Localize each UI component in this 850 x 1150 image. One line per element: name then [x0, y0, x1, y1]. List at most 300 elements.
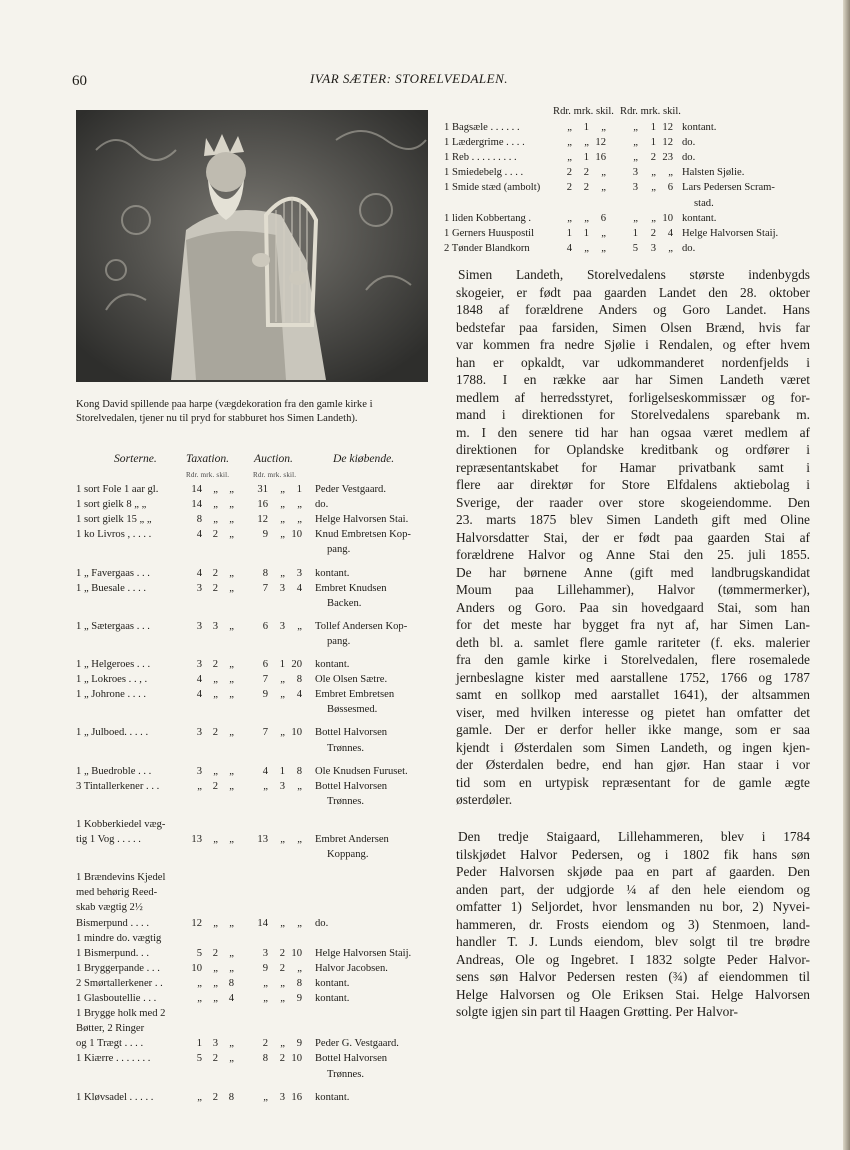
auction-value: „ [633, 122, 638, 133]
paragraph-simen-landeth [456, 266, 810, 809]
buyer-name: Embret Knudsen [315, 582, 387, 594]
auction-value: 3 [632, 167, 638, 179]
buyer-name: kontant. [315, 567, 350, 579]
auction-value: 5 [632, 242, 638, 254]
taxation-value: 3 [212, 620, 218, 632]
auction-value: 2 [650, 227, 656, 239]
buyer-name: do. [315, 499, 329, 511]
text-line: handler T. J. Lunds eiendom, blev solgt til tre brødre [456, 934, 810, 949]
auction-value: 16 [257, 499, 268, 511]
table-item: 1 ko Livros , . . . . [76, 529, 152, 541]
taxation-value: „ [601, 182, 606, 194]
taxation-value: 6 [600, 212, 606, 224]
right-units-auction: Rdr. mrk. skil. [620, 106, 681, 117]
taxation-value: 2 [583, 182, 589, 194]
auction-value: 9 [296, 993, 302, 1004]
text-line: hammeren, dr. Frosts eiendom og 3) Stenmoen, land- [456, 916, 810, 932]
buyer-name: Trønnes. [327, 1068, 364, 1080]
buyer-name: stad. [694, 197, 714, 209]
taxation-value: 1 [583, 152, 589, 164]
auction-value: 3 [632, 182, 638, 194]
taxation-value: „ [229, 514, 234, 526]
table-item: 1 „ Lokroes . . , . [76, 674, 148, 686]
auction-value: 2 [262, 1038, 268, 1050]
table-item: 1 Reb . . . . . . . . . [444, 152, 517, 164]
taxation-value: 1 [196, 1038, 202, 1050]
table-item: 1 „ Favergaas . . . [76, 567, 150, 579]
auction-value: 12 [662, 122, 673, 133]
taxation-value: 3 [196, 765, 202, 777]
auction-value: 10 [291, 529, 302, 541]
auction-value: 23 [662, 152, 673, 164]
taxation-value: „ [584, 212, 589, 224]
buyer-name: Embret Andersen [315, 834, 389, 845]
taxation-value: „ [567, 152, 572, 164]
table-item: 1 Brændevins Kjedel [76, 872, 166, 884]
header-taxation: Taxation. [186, 452, 230, 465]
taxation-value: 1 [583, 227, 589, 239]
text-line: for det meste har bygget fra nyt af, har Simen Lan- [456, 617, 810, 632]
text-line: Halvorsdatter Stai, der er født paa gaarden Stai af [456, 529, 810, 545]
taxation-value: „ [229, 582, 234, 594]
buyer-name: Halvor Jacobsen. [315, 962, 388, 974]
text-line: medlem af herredsstyret, forligelseskommissær og for- [456, 389, 810, 405]
taxation-value: 12 [595, 137, 606, 149]
auction-value: 6 [667, 182, 673, 194]
auction-value: „ [280, 674, 285, 686]
taxation-value: „ [229, 727, 234, 739]
auction-value: 2 [279, 947, 285, 959]
auction-value: „ [651, 182, 656, 194]
buyer-name: Lars Pedersen Scram- [682, 182, 775, 194]
buyer-name: pang. [327, 635, 351, 647]
auction-value: „ [280, 689, 285, 701]
taxation-value: 2 [212, 947, 218, 959]
auction-value: „ [263, 1091, 268, 1103]
taxation-value: 13 [191, 834, 202, 845]
taxation-value: „ [229, 499, 234, 511]
taxation-value: 5 [196, 1053, 202, 1065]
table-item: 2 Smørtallerkener . . [76, 977, 163, 989]
table-item: 1 liden Kobbertang . [444, 212, 532, 224]
buyer-name: do. [682, 137, 696, 149]
text-line: 1788. I en række aar har Simen Landeth været [456, 372, 810, 387]
auction-value: 2 [650, 152, 656, 164]
auction-value: 8 [296, 674, 302, 686]
buyer-name: do. [682, 152, 696, 164]
taxation-value: „ [229, 567, 234, 579]
text-line: Simen Landeth, Storelvedalens største indenbygds [458, 267, 810, 282]
taxation-value: „ [213, 917, 218, 929]
buyer-name: kontant. [682, 122, 717, 133]
text-line: omfatter 1) Seljordet, hvor lensmanden nu bor, 2) Nyvei- [456, 899, 810, 914]
auction-value: „ [633, 137, 638, 149]
auction-value: 8 [262, 567, 268, 579]
taxation-value: „ [213, 689, 218, 701]
taxation-value: 2 [212, 567, 218, 579]
taxation-value: „ [584, 137, 589, 149]
auction-value: 20 [291, 659, 302, 670]
taxation-value: 2 [212, 727, 218, 739]
table-item: tig 1 Vog . . . . . [76, 834, 141, 845]
taxation-value: 8 [228, 1091, 234, 1103]
taxation-value: 2 [212, 659, 218, 670]
taxation-value: 10 [191, 962, 202, 974]
table-item: 2 Tønder Blandkorn [444, 242, 530, 254]
taxation-value: 2 [566, 182, 572, 194]
buyer-name: Ole Olsen Sætre. [315, 674, 388, 686]
auction-value: „ [280, 567, 285, 579]
buyer-name: Helge Halvorsen Staij. [682, 227, 779, 239]
text-line: Moum paa Lillehammer), Halvor (tømmermerker), [456, 582, 810, 597]
text-line: deth bl. a. samlet flere gamle rariteter (f. eks. malerier [456, 634, 810, 650]
auction-value: 1 [279, 765, 285, 777]
text-line: De har børnene Anne (gift med landbrugskandidat [456, 564, 810, 580]
taxation-value: „ [229, 674, 234, 686]
table-item: 1 mindre do. vægtig [76, 932, 162, 944]
auction-value: „ [263, 780, 268, 792]
taxation-value: 2 [212, 582, 218, 594]
auction-value: 6 [262, 659, 268, 670]
auction-value: „ [297, 499, 302, 511]
table-item: 1 „ Buesale . . . . [76, 582, 147, 594]
auction-value: „ [668, 167, 673, 179]
auction-value: 4 [262, 765, 268, 777]
auction-value: 1 [296, 484, 302, 495]
auction-value: 3 [262, 947, 268, 959]
taxation-value: „ [213, 514, 218, 526]
buyer-name: Trønnes. [327, 795, 364, 807]
table-item: Bøtter, 2 Ringer [76, 1023, 145, 1035]
auction-value: „ [651, 167, 656, 179]
table-item: 1 Kløvsadel . . . . . [76, 1091, 154, 1103]
auction-value: 7 [262, 674, 268, 686]
taxation-value: 3 [196, 620, 202, 632]
table-item: 1 „ Buedroble . . . [76, 765, 152, 777]
taxation-value: 5 [196, 947, 202, 959]
king-david-photo [76, 110, 428, 382]
taxation-value: „ [213, 765, 218, 777]
taxation-value: „ [601, 167, 606, 179]
table-item: 1 Lædergrime . . . . [444, 137, 525, 149]
buyer-name: Halsten Sjølie. [682, 167, 745, 179]
paragraph-staigaard [456, 828, 810, 1021]
table-item: 1 Kobberkiedel væg- [76, 818, 166, 830]
auction-value: 3 [279, 620, 285, 632]
taxation-value: „ [229, 962, 234, 974]
taxation-value: 12 [191, 917, 202, 929]
auction-value: 4 [667, 227, 673, 239]
taxation-value: „ [567, 137, 572, 149]
auction-value: 3 [279, 582, 285, 594]
taxation-value: „ [229, 1038, 234, 1050]
taxation-value: 2 [212, 780, 218, 792]
taxation-value: „ [213, 484, 218, 495]
table-item: Bismerpund . . . . [76, 917, 149, 929]
text-line: der Østerdalen bedre, end han gjør. Han staar i vor [456, 757, 810, 772]
text-line: solgte igjen sin part til Haagen Grøtting. Per Halvor- [456, 1004, 738, 1019]
taxation-value: „ [213, 962, 218, 974]
buyer-name: do. [682, 242, 696, 254]
units-auction: Rdr. mrk. skil. [253, 471, 297, 479]
auction-value: „ [280, 977, 285, 989]
text-line: m. I den senere tid har han ogsaa været medlem af [456, 424, 810, 440]
taxation-value: 2 [212, 1053, 218, 1065]
text-line: han er opkaldt, var udkommanderet nordenfjelds i [456, 354, 810, 370]
taxation-value: 8 [196, 514, 202, 526]
taxation-value: „ [229, 1053, 234, 1065]
text-line: skogeier, er født paa gaarden Landet den 28. oktober [456, 284, 810, 300]
auction-value: 3 [650, 242, 656, 254]
buyer-name: Knud Embretsen Kop- [315, 529, 411, 541]
table-item: og 1 Trægt . . . . [76, 1038, 144, 1050]
table-item: med behørig Reed- [76, 887, 158, 899]
taxation-value: „ [229, 834, 234, 845]
taxation-value: „ [213, 993, 218, 1004]
text-line: Sverige, der raader over store skogeiendomme. Den [456, 494, 810, 510]
table-item: 1 Smide stæd (ambolt) [444, 182, 541, 194]
buyer-name: Koppang. [327, 849, 369, 861]
text-line: gamle. Der er derfor heller ikke mange, som er saa [456, 722, 810, 737]
auction-value: 10 [291, 1053, 302, 1065]
buyer-name: Tollef Andersen Kop- [315, 620, 408, 632]
taxation-value: „ [213, 977, 218, 989]
auction-value: „ [263, 993, 268, 1004]
table-item: 1 „ Helgeroes . . . [76, 659, 151, 670]
auction-value: 1 [279, 659, 285, 670]
auction-value: „ [297, 514, 302, 526]
running-title: IVAR SÆTER: STORELVEDALEN. [310, 71, 509, 86]
taxation-value: „ [229, 659, 234, 670]
auction-value: „ [280, 499, 285, 511]
text-line: 23. marts 1875 blev Simen Landeth gift med Oline [456, 512, 810, 527]
auction-value: „ [280, 514, 285, 526]
taxation-value: „ [197, 977, 202, 989]
auction-value: 8 [296, 977, 302, 989]
auction-value: „ [651, 212, 656, 224]
taxation-value: 4 [196, 529, 202, 541]
buyer-name: kontant. [315, 1091, 350, 1103]
auction-value: 3 [296, 567, 302, 579]
taxation-value: 4 [196, 567, 202, 579]
taxation-value: „ [229, 780, 234, 792]
auction-value: 1 [650, 122, 656, 133]
taxation-value: 1 [583, 122, 589, 133]
auction-value: 9 [262, 529, 268, 541]
taxation-value: „ [601, 227, 606, 239]
auction-value: 9 [262, 689, 268, 701]
auction-value: 3 [279, 1091, 285, 1103]
right-units-taxation: Rdr. mrk. skil. [553, 106, 614, 117]
auction-value: 16 [291, 1091, 302, 1103]
figure-caption: Kong David spillende paa harpe (vægdekoration fra den gamle kirke i Storelvedalen, tjener nu til pryd for stabburet hos Simen Landeth). [76, 399, 373, 424]
text-line: fra den gamle kirke i Storelvedalen, flere rosemalede [456, 652, 810, 667]
taxation-value: 2 [212, 1091, 218, 1103]
auction-value: 7 [262, 727, 268, 739]
auction-value: 9 [262, 962, 268, 974]
taxation-value: 3 [196, 582, 202, 594]
text-line: direktionen for Oplandske kreditbank og ordfører i [456, 442, 810, 457]
auction-value: 4 [296, 689, 302, 701]
auction-value: „ [280, 529, 285, 541]
buyer-name: Bottel Halvorsen [315, 780, 388, 792]
buyer-name: Backen. [327, 597, 362, 609]
taxation-value: 14 [191, 499, 202, 511]
text-line: jernbeslagne kister med aarstallene 1752, 1766 og 1787 [456, 669, 810, 685]
page-number: 60 [72, 73, 87, 89]
auction-value: 14 [257, 917, 268, 929]
text-line: 1848 af forældrene Anders og Goro Landet. Hans [456, 302, 810, 317]
taxation-value: „ [213, 499, 218, 511]
taxation-value: 16 [595, 152, 606, 164]
buyer-name: Trønnes. [327, 742, 364, 754]
text-line: forældrene Halvor og Anne Stai den 25. juli 1855. [456, 547, 810, 562]
taxation-value: „ [584, 242, 589, 254]
taxation-value: 2 [212, 529, 218, 541]
table-item: 1 Brygge holk med 2 [76, 1008, 166, 1020]
auction-value: 13 [257, 834, 268, 845]
taxation-value: 3 [196, 727, 202, 739]
buyer-name: kontant. [315, 977, 350, 989]
taxation-value: 3 [212, 1038, 218, 1050]
auction-value: „ [668, 242, 673, 254]
taxation-value: „ [213, 674, 218, 686]
taxation-value: „ [567, 122, 572, 133]
table-item: 1 Bryggerpande . . . [76, 962, 160, 974]
auction-value: „ [280, 834, 285, 845]
buyer-name: Bottel Halvorsen [315, 1053, 388, 1065]
auction-value: „ [297, 834, 302, 845]
buyer-name: pang. [327, 544, 351, 556]
table-item: 1 sort gielk 8 „ „ [76, 499, 147, 511]
table-item: skab vægtig 2½ [76, 902, 143, 914]
auction-value: „ [280, 1038, 285, 1050]
buyer-name: Bottel Halvorsen [315, 727, 388, 739]
text-line: tid som en urtypisk repræsentant for de gamle ægte [456, 774, 810, 790]
taxation-value: 2 [583, 167, 589, 179]
buyer-name: Peder Vestgaard. [315, 484, 386, 495]
buyer-name: Embret Embretsen [315, 689, 395, 701]
table-item: 1 Bagsæle . . . . . . [444, 122, 520, 133]
buyer-name: Ole Knudsen Furuset. [315, 765, 408, 777]
auction-value: 9 [296, 1038, 302, 1050]
auction-value: „ [280, 727, 285, 739]
text-line: samt en sollkop med aarstallet 1641), der altsammen [456, 687, 810, 702]
text-line: flere aar direktør for Store Elfdalens aktiebolag i [456, 477, 810, 492]
text-line: var kommen fra nedre Sjølie i Rendalen, og efter hvem [456, 337, 810, 352]
taxation-value: 14 [191, 484, 202, 495]
text-line: tilskjødet Halvor Pedersen, og i 1802 fik hans søn [456, 846, 810, 862]
auction-value: 12 [662, 137, 673, 149]
buyer-name: kontant. [315, 993, 350, 1004]
text-line: anden part, der udgjorde ¼ af den hele eiendom og [456, 881, 810, 897]
auction-value: 10 [662, 212, 673, 224]
taxation-value: „ [197, 780, 202, 792]
text-line: viser, med hvilken interesse og pietet han omfatter det [456, 704, 810, 720]
header-items: Sorterne. [114, 452, 157, 465]
auction-value: 3 [279, 780, 285, 792]
text-line: bedstefar paa farsiden, Simen Olsen Brænd, hvis far [456, 319, 810, 335]
table-item: 1 Gerners Huuspostil [444, 227, 535, 239]
taxation-value: 3 [196, 659, 202, 670]
auction-value: „ [297, 620, 302, 632]
auction-value: 7 [262, 582, 268, 594]
taxation-value: 8 [228, 977, 234, 989]
page-edge [843, 0, 850, 1150]
taxation-value: 4 [566, 242, 572, 254]
taxation-value: „ [213, 834, 218, 845]
auction-value: 4 [296, 582, 302, 594]
taxation-value: „ [229, 620, 234, 632]
buyer-name: do. [315, 917, 329, 929]
taxation-value: „ [229, 947, 234, 959]
taxation-value: 4 [228, 993, 234, 1004]
text-line: Den tredje Staigaard, Lillehammeren, blev i 1784 [458, 829, 810, 844]
auction-value: „ [633, 152, 638, 164]
buyer-name: Peder G. Vestgaard. [315, 1038, 399, 1050]
auction-value: 6 [262, 620, 268, 632]
text-line: mand i direktionen for Storelvedalens sparebank m. [456, 407, 810, 422]
table-item: 1 „ Julboed. . . . . [76, 727, 149, 739]
table-item: 1 sort gielk 15 „ „ [76, 514, 152, 526]
auction-value: „ [263, 977, 268, 989]
taxation-value: „ [197, 993, 202, 1004]
auction-value: 10 [291, 947, 302, 959]
text-line: Anders og Goro. Paa sin hovedgaard Stai, som han [456, 599, 810, 615]
buyer-name: kontant. [315, 659, 350, 670]
auction-value: 31 [257, 484, 268, 495]
buyer-name: kontant. [682, 212, 717, 224]
auction-value: 1 [632, 227, 638, 239]
header-buyers: De kiøbende. [333, 452, 395, 465]
buyer-name: Helge Halvorsen Stai. [315, 514, 409, 526]
auction-value: „ [633, 212, 638, 224]
auction-value: 2 [279, 962, 285, 974]
text-line: Helge Halvorsen og Ole Eriksen Stai. Helge Halvorsen [456, 986, 810, 1002]
text-line: østerdøler. [456, 792, 513, 807]
taxation-value: 1 [566, 227, 572, 239]
text-line: repræsentantskabet for Hamar privatbank samt i [456, 459, 810, 475]
buyer-name: Helge Halvorsen Staij. [315, 947, 412, 959]
taxation-value: „ [229, 917, 234, 929]
buyer-name: Bøssesmed. [327, 704, 378, 716]
units-taxation: Rdr. mrk. skil. [186, 471, 230, 479]
header-auction: Auction. [254, 452, 293, 465]
table-item: 1 Kiærre . . . . . . . [76, 1053, 151, 1065]
table-item: 1 Glasboutellie . . . [76, 993, 157, 1004]
text-line: Peder Halvorsen skjøde paa en part af gaarden. Den [456, 864, 810, 879]
taxation-value: „ [229, 689, 234, 701]
taxation-value: „ [229, 765, 234, 777]
taxation-value: 4 [196, 689, 202, 701]
auction-value: „ [297, 917, 302, 929]
taxation-value: „ [229, 484, 234, 495]
text-line: Andreas, Ole og Ingebret. I 1832 solgte Peder Halvor- [456, 951, 810, 967]
table-item: 1 „ Johrone . . . . [76, 689, 147, 701]
table-item: 1 Smiedebelg . . . . [444, 167, 524, 179]
auction-value: 8 [262, 1053, 268, 1065]
auction-value: „ [297, 962, 302, 974]
auction-value: 10 [291, 727, 302, 739]
taxation-value: „ [601, 242, 606, 254]
table-item: 3 Tintallerkener . . . [76, 780, 160, 792]
text-line: kjendt i Østerdalen som Simen Landeth, og ingen kjen- [456, 739, 810, 755]
auction-value: 1 [650, 137, 656, 149]
auction-value: „ [280, 993, 285, 1004]
table-item: 1 sort Fole 1 aar gl. [76, 484, 159, 495]
taxation-value: 2 [566, 167, 572, 179]
auction-value: 8 [296, 765, 302, 777]
